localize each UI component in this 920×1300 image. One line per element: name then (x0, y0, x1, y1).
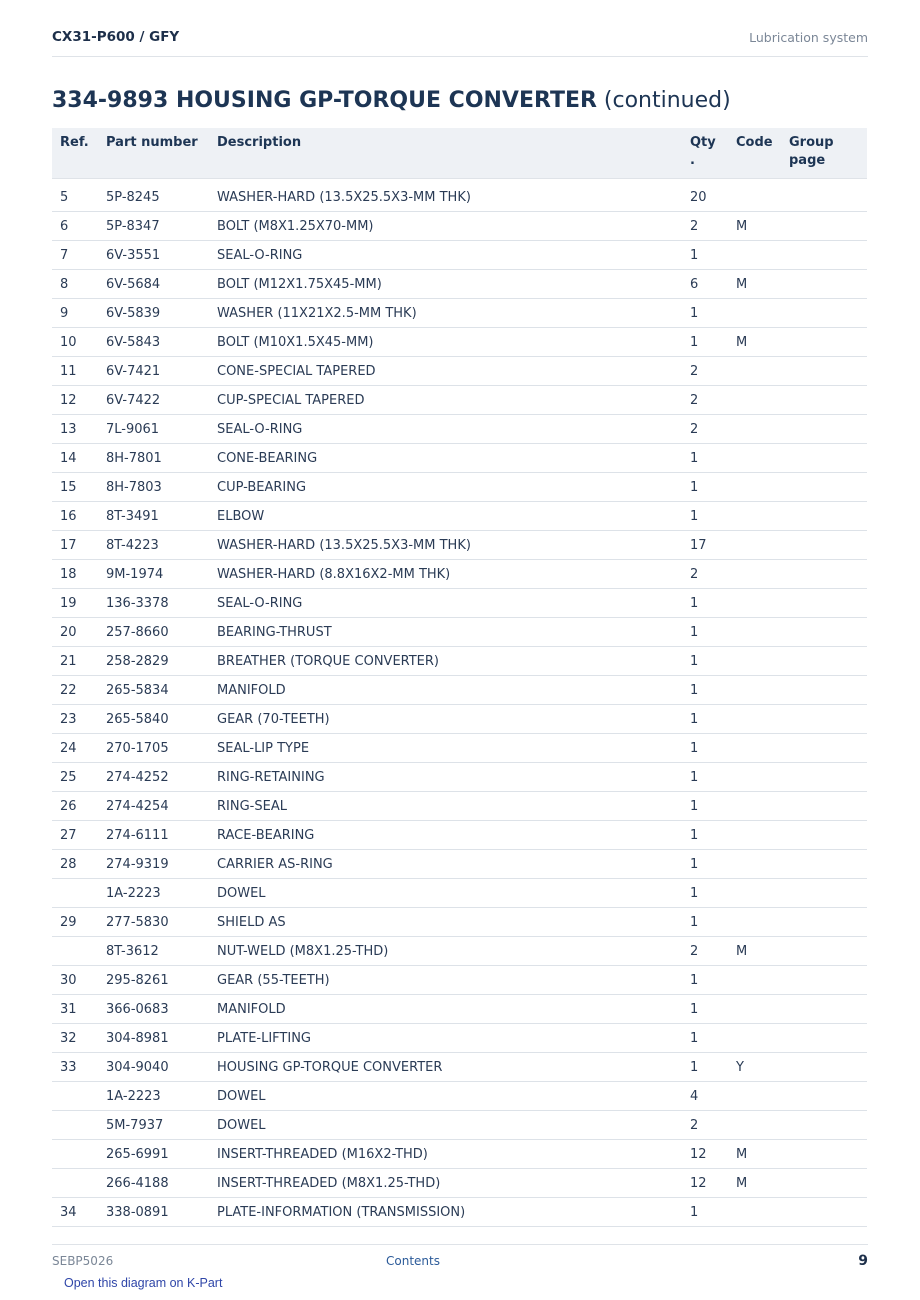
group-page-cell (783, 705, 867, 734)
part-number-cell: 5M-7937 (100, 1111, 211, 1140)
ref-cell: 26 (52, 792, 100, 821)
table-row (52, 1053, 867, 1082)
description-cell: CUP-BEARING (211, 473, 684, 502)
qty-cell: 1 (684, 1024, 730, 1053)
qty-cell: 1 (684, 618, 730, 647)
ref-cell: 6 (52, 212, 100, 241)
code-cell (730, 502, 783, 531)
code-cell: M (730, 937, 783, 966)
part-number-cell: 8T-3612 (100, 937, 211, 966)
description-cell: BEARING-THRUST (211, 618, 684, 647)
code-cell (730, 531, 783, 560)
qty-cell: 2 (684, 386, 730, 415)
description-cell: HOUSING GP-TORQUE CONVERTER (211, 1053, 684, 1082)
ref-cell: 16 (52, 502, 100, 531)
ref-cell: 34 (52, 1198, 100, 1227)
ref-cell: 33 (52, 1053, 100, 1082)
table-row (52, 1111, 867, 1140)
ref-cell: 5 (52, 179, 100, 212)
qty-cell: 1 (684, 647, 730, 676)
code-cell (730, 179, 783, 212)
group-page-cell (783, 763, 867, 792)
qty-cell: 12 (684, 1169, 730, 1198)
part-number-cell: 9M-1974 (100, 560, 211, 589)
qty-cell: 17 (684, 531, 730, 560)
ref-cell: 14 (52, 444, 100, 473)
col-description: Description (211, 128, 684, 179)
table-row (52, 502, 867, 531)
ref-cell: 24 (52, 734, 100, 763)
part-number-cell: 265-5834 (100, 676, 211, 705)
part-number-cell: 366-0683 (100, 995, 211, 1024)
qty-cell: 1 (684, 792, 730, 821)
part-number-cell: 304-9040 (100, 1053, 211, 1082)
code-cell (730, 1024, 783, 1053)
group-page-cell (783, 473, 867, 502)
qty-cell: 1 (684, 879, 730, 908)
code-cell: M (730, 328, 783, 357)
description-cell: GEAR (55-TEETH) (211, 966, 684, 995)
group-page-cell (783, 212, 867, 241)
table-row (52, 908, 867, 937)
description-cell: WASHER-HARD (13.5X25.5X3-MM THK) (211, 531, 684, 560)
part-number-cell: 6V-3551 (100, 241, 211, 270)
group-page-cell (783, 1024, 867, 1053)
qty-cell: 6 (684, 270, 730, 299)
ref-cell: 27 (52, 821, 100, 850)
part-number-cell: 6V-5843 (100, 328, 211, 357)
table-row (52, 937, 867, 966)
group-page-cell (783, 589, 867, 618)
description-cell: DOWEL (211, 879, 684, 908)
group-page-cell (783, 1140, 867, 1169)
group-page-cell (783, 1169, 867, 1198)
group-page-cell (783, 734, 867, 763)
part-number-cell: 265-5840 (100, 705, 211, 734)
ref-cell: 15 (52, 473, 100, 502)
qty-cell: 1 (684, 908, 730, 937)
description-cell: SEAL-O-RING (211, 589, 684, 618)
ref-cell: 32 (52, 1024, 100, 1053)
group-page-cell (783, 966, 867, 995)
ref-cell: 19 (52, 589, 100, 618)
code-cell (730, 386, 783, 415)
description-cell: SHIELD AS (211, 908, 684, 937)
group-page-cell (783, 241, 867, 270)
part-number-cell: 5P-8245 (100, 179, 211, 212)
group-page-cell (783, 444, 867, 473)
group-page-cell (783, 850, 867, 879)
part-number-cell: 295-8261 (100, 966, 211, 995)
description-cell: BREATHER (TORQUE CONVERTER) (211, 647, 684, 676)
part-number-cell: 8T-4223 (100, 531, 211, 560)
part-number-cell: 274-4252 (100, 763, 211, 792)
description-cell: ELBOW (211, 502, 684, 531)
code-cell (730, 1111, 783, 1140)
ref-cell: 31 (52, 995, 100, 1024)
description-cell: CONE-SPECIAL TAPERED (211, 357, 684, 386)
code-cell (730, 792, 783, 821)
description-cell: SEAL-O-RING (211, 241, 684, 270)
qty-cell: 1 (684, 705, 730, 734)
table-row (52, 763, 867, 792)
description-cell: CONE-BEARING (211, 444, 684, 473)
ref-cell: 12 (52, 386, 100, 415)
page-title (52, 88, 731, 113)
code-cell (730, 618, 783, 647)
ref-cell: 21 (52, 647, 100, 676)
code-cell (730, 763, 783, 792)
code-cell (730, 705, 783, 734)
description-cell: WASHER (11X21X2.5-MM THK) (211, 299, 684, 328)
ref-cell (52, 1169, 100, 1198)
group-page-cell (783, 328, 867, 357)
group-page-cell (783, 531, 867, 560)
ref-cell: 25 (52, 763, 100, 792)
part-number-cell: 5P-8347 (100, 212, 211, 241)
description-cell: PLATE-LIFTING (211, 1024, 684, 1053)
group-page-cell (783, 618, 867, 647)
table-row (52, 299, 867, 328)
col-code: Code (730, 128, 783, 179)
description-cell: RING-RETAINING (211, 763, 684, 792)
group-page-cell (783, 1198, 867, 1227)
document-id: SEBP5026 (52, 1254, 114, 1268)
group-page-cell (783, 647, 867, 676)
qty-cell: 1 (684, 241, 730, 270)
group-page-cell (783, 908, 867, 937)
part-number-cell: 6V-7421 (100, 357, 211, 386)
qty-cell: 2 (684, 560, 730, 589)
ref-cell: 23 (52, 705, 100, 734)
description-cell: INSERT-THREADED (M8X1.25-THD) (211, 1169, 684, 1198)
code-cell (730, 473, 783, 502)
code-cell: M (730, 1169, 783, 1198)
table-row (52, 179, 867, 212)
header-row (52, 128, 867, 179)
part-number-cell: 6V-5684 (100, 270, 211, 299)
table-row (52, 1140, 867, 1169)
group-page-cell (783, 1053, 867, 1082)
code-cell (730, 995, 783, 1024)
col-ref: Ref. (52, 128, 100, 179)
code-cell (730, 589, 783, 618)
part-number-cell: 274-9319 (100, 850, 211, 879)
description-cell: DOWEL (211, 1082, 684, 1111)
table-row (52, 270, 867, 299)
group-page-cell (783, 179, 867, 212)
col-group-page: Group page (783, 128, 867, 179)
description-cell: CUP-SPECIAL TAPERED (211, 386, 684, 415)
description-cell: BOLT (M12X1.75X45-MM) (211, 270, 684, 299)
page-number: 9 (858, 1253, 868, 1269)
description-cell: RACE-BEARING (211, 821, 684, 850)
description-cell: DOWEL (211, 1111, 684, 1140)
col-part-number: Part number (100, 128, 211, 179)
qty-cell: 2 (684, 1111, 730, 1140)
table-row (52, 357, 867, 386)
part-number-cell: 257-8660 (100, 618, 211, 647)
qty-cell: 1 (684, 995, 730, 1024)
page-footer (52, 1244, 868, 1275)
description-cell: SEAL-O-RING (211, 415, 684, 444)
ref-cell: 30 (52, 966, 100, 995)
code-cell (730, 821, 783, 850)
code-cell (730, 415, 783, 444)
part-number-cell: 258-2829 (100, 647, 211, 676)
group-page-cell (783, 821, 867, 850)
code-cell: M (730, 212, 783, 241)
table-row (52, 705, 867, 734)
part-number-cell: 7L-9061 (100, 415, 211, 444)
group-page-cell (783, 1111, 867, 1140)
description-cell: NUT-WELD (M8X1.25-THD) (211, 937, 684, 966)
ref-cell: 11 (52, 357, 100, 386)
group-page-cell (783, 676, 867, 705)
part-number-cell: 338-0891 (100, 1198, 211, 1227)
qty-cell: 2 (684, 212, 730, 241)
part-number-cell: 1A-2223 (100, 879, 211, 908)
code-cell (730, 357, 783, 386)
table-row (52, 1024, 867, 1053)
ref-cell (52, 1082, 100, 1111)
table-row (52, 647, 867, 676)
part-number-cell: 1A-2223 (100, 1082, 211, 1111)
table-row (52, 1169, 867, 1198)
ref-cell: 29 (52, 908, 100, 937)
description-cell: WASHER-HARD (13.5X25.5X3-MM THK) (211, 179, 684, 212)
part-number-cell: 274-6111 (100, 821, 211, 850)
qty-cell: 12 (684, 1140, 730, 1169)
table-row (52, 676, 867, 705)
parts-table-body (52, 179, 867, 1227)
parts-table (52, 128, 867, 1227)
contents-link[interactable]: Contents (386, 1254, 440, 1268)
parts-table-header (52, 128, 867, 179)
description-cell: WASHER-HARD (8.8X16X2-MM THK) (211, 560, 684, 589)
qty-cell: 1 (684, 676, 730, 705)
ref-cell: 10 (52, 328, 100, 357)
qty-cell: 1 (684, 821, 730, 850)
page-header (52, 22, 868, 57)
code-cell: M (730, 270, 783, 299)
part-number-cell: 270-1705 (100, 734, 211, 763)
group-page-cell (783, 502, 867, 531)
code-cell (730, 734, 783, 763)
qty-cell: 1 (684, 966, 730, 995)
code-cell: M (730, 1140, 783, 1169)
qty-cell: 1 (684, 473, 730, 502)
code-cell (730, 299, 783, 328)
group-page-cell (783, 995, 867, 1024)
table-row (52, 1082, 867, 1111)
description-cell: GEAR (70-TEETH) (211, 705, 684, 734)
description-cell: BOLT (M8X1.25X70-MM) (211, 212, 684, 241)
part-number-cell: 277-5830 (100, 908, 211, 937)
open-diagram-link[interactable]: Open this diagram on K-Part (64, 1276, 223, 1290)
ref-cell (52, 937, 100, 966)
code-cell (730, 879, 783, 908)
part-number-cell: 274-4254 (100, 792, 211, 821)
table-row (52, 821, 867, 850)
table-row (52, 415, 867, 444)
qty-cell: 1 (684, 502, 730, 531)
code-cell (730, 241, 783, 270)
ref-cell: 9 (52, 299, 100, 328)
part-number-cell: 8H-7803 (100, 473, 211, 502)
description-cell: PLATE-INFORMATION (TRANSMISSION) (211, 1198, 684, 1227)
table-row (52, 734, 867, 763)
table-row (52, 1198, 867, 1227)
code-cell (730, 1082, 783, 1111)
ref-cell: 18 (52, 560, 100, 589)
table-row (52, 241, 867, 270)
title-suffix: (continued) (603, 88, 731, 113)
description-cell: MANIFOLD (211, 995, 684, 1024)
model-label: CX31-P600 / GFY (52, 29, 180, 45)
group-page-cell (783, 879, 867, 908)
table-row (52, 328, 867, 357)
qty-cell: 4 (684, 1082, 730, 1111)
group-page-cell (783, 1082, 867, 1111)
group-page-cell (783, 792, 867, 821)
part-number-cell: 304-8981 (100, 1024, 211, 1053)
table-row (52, 618, 867, 647)
code-cell (730, 560, 783, 589)
group-page-cell (783, 270, 867, 299)
qty-cell: 1 (684, 1198, 730, 1227)
part-number-cell: 265-6991 (100, 1140, 211, 1169)
title-main: 334-9893 HOUSING GP-TORQUE CONVERTER (52, 88, 597, 113)
ref-cell (52, 879, 100, 908)
qty-cell: 2 (684, 415, 730, 444)
code-cell (730, 1198, 783, 1227)
ref-cell: 13 (52, 415, 100, 444)
part-number-cell: 6V-5839 (100, 299, 211, 328)
col-qty: Qty . (684, 128, 730, 179)
qty-cell: 1 (684, 589, 730, 618)
group-page-cell (783, 560, 867, 589)
group-page-cell (783, 357, 867, 386)
group-page-cell (783, 937, 867, 966)
description-cell: BOLT (M10X1.5X45-MM) (211, 328, 684, 357)
ref-cell: 8 (52, 270, 100, 299)
part-number-cell: 8T-3491 (100, 502, 211, 531)
ref-cell: 17 (52, 531, 100, 560)
qty-cell: 1 (684, 444, 730, 473)
qty-cell: 1 (684, 763, 730, 792)
ref-cell: 7 (52, 241, 100, 270)
code-cell (730, 850, 783, 879)
qty-cell: 2 (684, 357, 730, 386)
part-number-cell: 136-3378 (100, 589, 211, 618)
table-row (52, 966, 867, 995)
code-cell: Y (730, 1053, 783, 1082)
group-page-cell (783, 415, 867, 444)
table-row (52, 212, 867, 241)
table-row (52, 473, 867, 502)
table-row (52, 560, 867, 589)
description-cell: SEAL-LIP TYPE (211, 734, 684, 763)
qty-cell: 1 (684, 850, 730, 879)
qty-cell: 1 (684, 328, 730, 357)
table-row (52, 589, 867, 618)
code-cell (730, 676, 783, 705)
code-cell (730, 444, 783, 473)
description-cell: CARRIER AS-RING (211, 850, 684, 879)
table-row (52, 444, 867, 473)
code-cell (730, 647, 783, 676)
group-page-cell (783, 386, 867, 415)
qty-cell: 2 (684, 937, 730, 966)
ref-cell (52, 1111, 100, 1140)
table-row (52, 995, 867, 1024)
part-number-cell: 8H-7801 (100, 444, 211, 473)
group-page-cell (783, 299, 867, 328)
table-row (52, 792, 867, 821)
ref-cell: 20 (52, 618, 100, 647)
ref-cell (52, 1140, 100, 1169)
table-row (52, 850, 867, 879)
part-number-cell: 266-4188 (100, 1169, 211, 1198)
qty-cell: 20 (684, 179, 730, 212)
ref-cell: 28 (52, 850, 100, 879)
table-row (52, 531, 867, 560)
description-cell: RING-SEAL (211, 792, 684, 821)
ref-cell: 22 (52, 676, 100, 705)
table-row (52, 386, 867, 415)
section-label: Lubrication system (749, 30, 868, 45)
code-cell (730, 908, 783, 937)
part-number-cell: 6V-7422 (100, 386, 211, 415)
description-cell: INSERT-THREADED (M16X2-THD) (211, 1140, 684, 1169)
qty-cell: 1 (684, 1053, 730, 1082)
description-cell: MANIFOLD (211, 676, 684, 705)
qty-cell: 1 (684, 299, 730, 328)
code-cell (730, 966, 783, 995)
table-row (52, 879, 867, 908)
qty-cell: 1 (684, 734, 730, 763)
